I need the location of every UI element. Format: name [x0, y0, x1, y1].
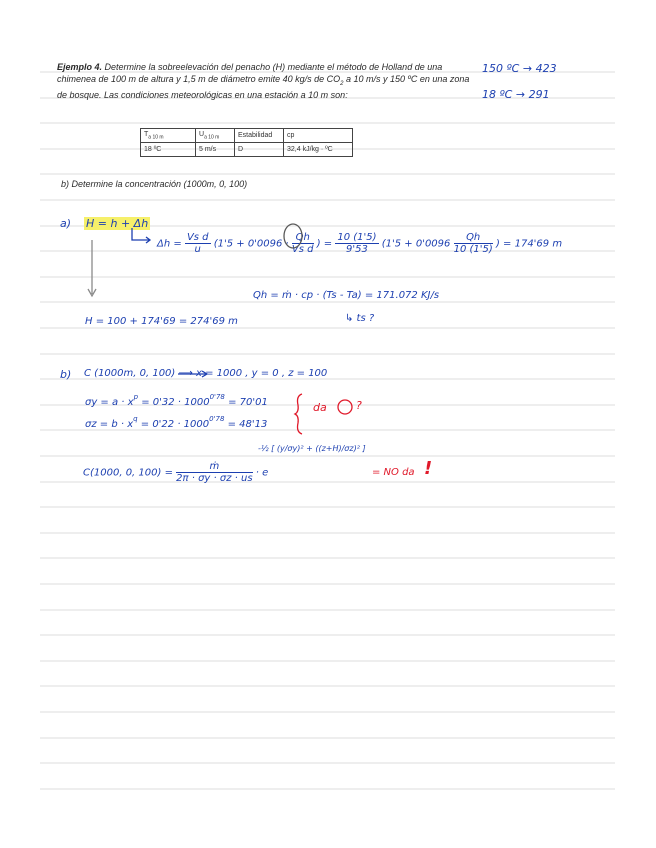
cell-cp: 32,4 kJ/kg · ºC — [284, 143, 353, 157]
problem-text-1: Determine la sobreelevación del penacho (H) mediante el método de Holland de una chimenea de 100 m de altura y 1,5 m de diámetro emite 40 kg/s de CO — [57, 62, 443, 84]
question-mark-note: ? — [356, 399, 362, 412]
ts-question-note: ↳ ts ? — [345, 313, 375, 324]
plume-height-formula — [84, 217, 150, 230]
co2-subscript: 2 — [340, 80, 344, 87]
formula-highlight: H = h + Δh — [86, 217, 149, 230]
exclamation-mark: ! — [424, 458, 433, 479]
problem-text-2: a 10 m/s y 150 ºC en una zona de bosque. Las condiciones meteorológicas en una estación a 10 m son: — [57, 73, 470, 100]
no-result-note: = NO da — [372, 467, 415, 478]
part-b-label: b) — [60, 368, 72, 381]
fraction-qh-over-15: $\frac{Qh}{10 (1'5)}$ — [453, 232, 493, 255]
problem-title: Ejemplo 4. — [57, 62, 103, 72]
cell-temperature: 18 ºC — [141, 143, 196, 157]
part-a-label: a) — [60, 217, 72, 230]
table-header-row — [141, 129, 353, 143]
cell-stability: D — [235, 143, 284, 157]
problem-statement — [57, 62, 472, 101]
fraction-qh-over-vsd: $\frac{Qh}{\text{Vs d}}$ — [291, 232, 314, 255]
da-note: da — [313, 401, 327, 414]
margin-note-ts: 150 ºC → 423 — [482, 62, 557, 75]
heat-flux-equation: Qh = ṁ · cp · (Ts - Ta) = 171.072 KJ/s — [253, 290, 440, 301]
sigma-z-equation: $\sigma z = b \cdot x^q = 0'22 \cdot 1000^{0'78} = 48'13$ — [85, 415, 268, 430]
final-plume-height: H = 100 + 174'69 = 274'69 m — [85, 316, 238, 327]
header-stability: Estabilidad — [235, 129, 284, 143]
header-cp: cp — [284, 129, 353, 143]
table-row — [141, 143, 353, 157]
fraction-10-over-953: $\frac{10 (1'5)}{9'53}$ — [337, 232, 377, 255]
fraction-vs-d-over-u: $\frac{\text{Vs d}}{u}$ — [186, 232, 209, 255]
margin-note-ta: 18 ºC → 291 — [482, 88, 550, 101]
concentration-point-line: C (1000m, 0, 100) ⟶ x = 1000 , y = 0 , z = 100 — [84, 368, 328, 379]
header-wind-speed: $U_{a 10 m}$ — [196, 129, 235, 143]
gaussian-exponent: -½ [ (y/σy)² + ((z+H)/σz)² ] — [258, 444, 366, 453]
part-b-prompt: b) Determine la concentración (1000m, 0, 100) — [61, 179, 248, 189]
cell-wind-speed: 5 m/s — [196, 143, 235, 157]
header-temperature: $T_{a 10 m}$ — [141, 129, 196, 143]
fraction-m-over-2pi: $\frac{\text{ṁ}}{2\pi \cdot \sigma y \cdot \sigma z \cdot us}$ — [176, 461, 253, 484]
sigma-y-equation: $\sigma y = a \cdot x^p = 0'32 \cdot 1000^{0'78} = 70'01$ — [85, 393, 268, 408]
concentration-equation: C(1000, 0, 100) = $\frac{\text{ṁ}}{2\pi \cdot \sigma y \cdot \sigma z \cdot us}$ · e — [83, 461, 269, 484]
delta-h-equation: Δh = $\frac{\text{Vs d}}{u}$ (1'5 + 0'0096 · $\frac{Qh}{\text{Vs d}}$ ) = $\frac{10 (1'5)}{9'53}$ (1'5 + 0'0096 $\frac{Qh}{10 (1'5)}$ ) = 174'69 m — [157, 232, 563, 255]
conditions-table — [140, 128, 353, 157]
